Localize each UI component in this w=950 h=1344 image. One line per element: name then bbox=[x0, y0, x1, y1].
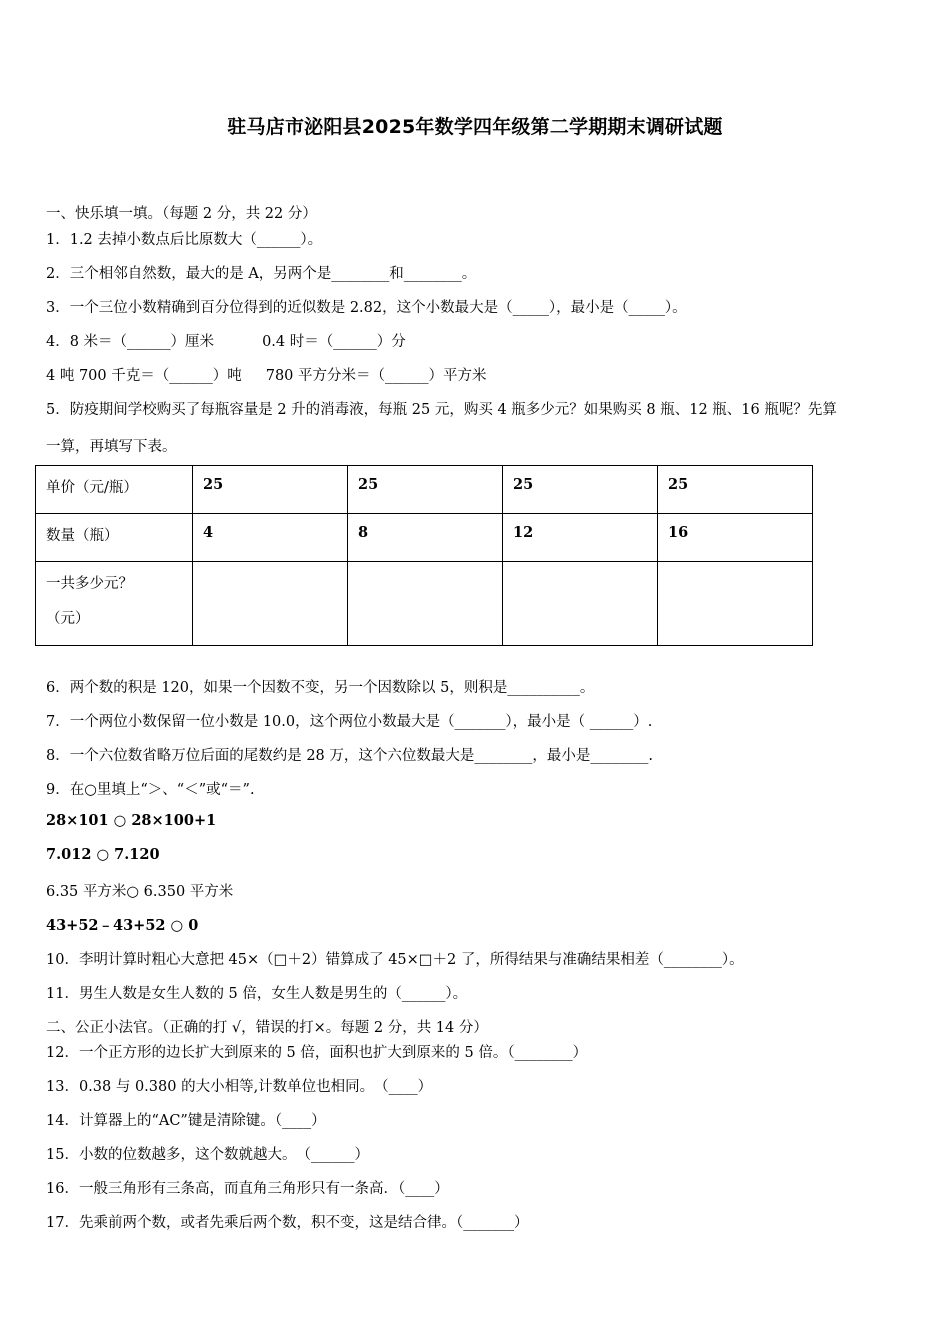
question-9d: 43+52﹣43+52 ○ 0 bbox=[46, 917, 199, 934]
question-4-row1 bbox=[46, 330, 406, 351]
table-cell: 4 bbox=[193, 514, 348, 562]
question-4b: 0.4 时＝（______）分 bbox=[262, 334, 406, 350]
table-cell: 16 bbox=[658, 514, 813, 562]
table-row bbox=[36, 466, 813, 514]
question-11: 11．男生人数是女生人数的 5 倍，女生人数是男生的（______）。 bbox=[46, 986, 468, 1002]
question-17: 17．先乘前两个数，或者先乘后两个数，积不变，这是结合律。（_______） bbox=[46, 1215, 529, 1231]
section2-heading: 二、公正小法官。（正确的打 √，错误的打×。每题 2 分，共 14 分） bbox=[46, 1020, 488, 1036]
question-3: 3．一个三位小数精确到百分位得到的近似数是 2.82，这个小数最大是（_____），最小是（_____）。 bbox=[46, 300, 687, 316]
question-4-row2 bbox=[46, 364, 487, 385]
table-cell: 12 bbox=[503, 514, 658, 562]
table-row-label-line1: 一共多少元？ bbox=[46, 576, 133, 592]
question-4c: 4 吨 700 千克＝（______）吨 bbox=[46, 368, 242, 384]
question-10: 10．李明计算时粗心大意把 45×（□＋2）错算成了 45×□＋2 了，所得结果与准确结果相差（________）。 bbox=[46, 952, 744, 968]
table-cell: 8 bbox=[348, 514, 503, 562]
answer-cell[interactable] bbox=[658, 562, 813, 646]
question-14: 14．计算器上的“AC”键是清除键。（____） bbox=[46, 1113, 326, 1129]
question-6: 6．两个数的积是 120，如果一个因数不变，另一个因数除以 5，则积是__________。 bbox=[46, 680, 595, 696]
price-table bbox=[35, 465, 813, 646]
table-row-label: 单价（元/瓶） bbox=[36, 466, 193, 514]
question-9c: 6.35 平方米○ 6.350 平方米 bbox=[46, 884, 234, 900]
question-1: 1．1.2 去掉小数点后比原数大（______）。 bbox=[46, 232, 323, 248]
question-5-line1: 5．防疫期间学校购买了每瓶容量是 2 升的消毒液，每瓶 25 元，购买 4 瓶多少元？如果购买 8 瓶、12 瓶、16 瓶呢？先算 bbox=[46, 402, 837, 418]
question-16: 16．一般三角形有三条高，而直角三角形只有一条高．（____） bbox=[46, 1181, 449, 1197]
section1-heading: 一、快乐填一填。（每题 2 分，共 22 分） bbox=[46, 206, 317, 222]
question-15: 15．小数的位数越多，这个数就越大。 （______） bbox=[46, 1147, 369, 1163]
answer-cell[interactable] bbox=[503, 562, 658, 646]
question-4a: 4．8 米＝（______）厘米 bbox=[46, 334, 215, 350]
table-cell: 25 bbox=[193, 466, 348, 514]
table-row bbox=[36, 514, 813, 562]
question-12: 12．一个正方形的边长扩大到原来的 5 倍，面积也扩大到原来的 5 倍。（________） bbox=[46, 1045, 588, 1061]
question-9b: 7.012 ○ 7.120 bbox=[46, 846, 160, 863]
question-9a: 28×101 ○ 28×100+1 bbox=[46, 812, 217, 829]
question-2: 2．三个相邻自然数，最大的是 A，另两个是________和________。 bbox=[46, 266, 477, 282]
question-7: 7．一个两位小数保留一位小数是 10.0，这个两位小数最大是（_______），最小是（ ______）. bbox=[46, 714, 653, 730]
table-cell: 25 bbox=[348, 466, 503, 514]
question-13: 13．0.38 与 0.380 的大小相等,计数单位也相同。 （____） bbox=[46, 1079, 433, 1095]
table-row bbox=[36, 562, 813, 646]
table-cell: 25 bbox=[503, 466, 658, 514]
table-row-label: 数量（瓶） bbox=[36, 514, 193, 562]
answer-cell[interactable] bbox=[193, 562, 348, 646]
table-row-label bbox=[36, 562, 193, 646]
question-9: 9．在○里填上“＞、“＜”或“＝”. bbox=[46, 782, 255, 798]
question-4d: 780 平方分米＝（______）平方米 bbox=[265, 368, 487, 384]
table-row-label-line2: （元） bbox=[46, 611, 90, 627]
question-8: 8．一个六位数省略万位后面的尾数约是 28 万，这个六位数最大是________，最小是________. bbox=[46, 748, 654, 764]
page-title: 驻马店市泌阳县2025年数学四年级第二学期期末调研试题 bbox=[227, 116, 723, 138]
table-cell: 25 bbox=[658, 466, 813, 514]
answer-cell[interactable] bbox=[348, 562, 503, 646]
question-5-line2: 一算，再填写下表。 bbox=[46, 439, 177, 455]
